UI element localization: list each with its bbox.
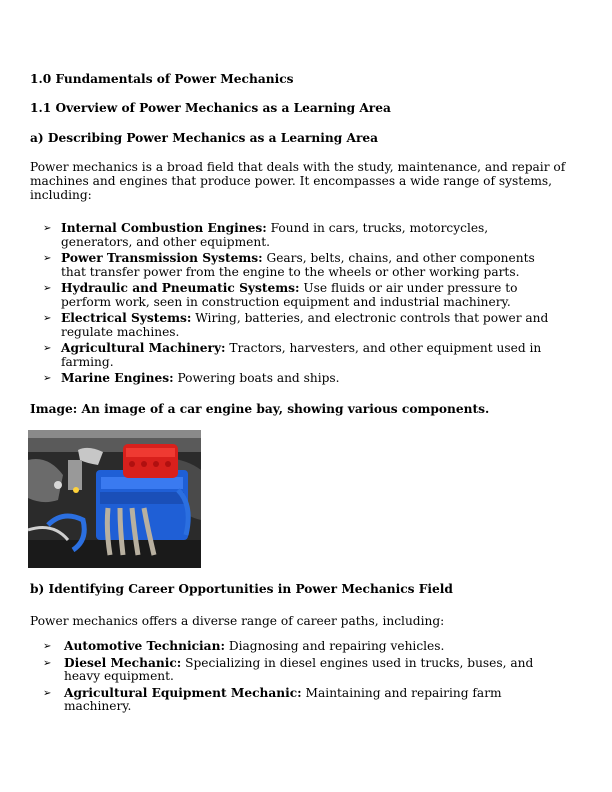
- list-item: [0, 252, 561, 279]
- careers-paragraph: Power mechanics offers a diverse range of career paths, including:: [30, 614, 445, 628]
- arrow-bullet-icon: ➢: [43, 373, 52, 384]
- list-item-term: Diesel Mechanic:: [64, 655, 182, 670]
- list-item-description: Specializing in diesel engines used in trucks, buses, and heavy equipment.: [64, 655, 534, 683]
- list-item: [0, 657, 564, 684]
- engine-bay-illustration: [28, 430, 201, 568]
- list-item-term: Agricultural Machinery:: [61, 341, 226, 355]
- image-caption: Image: An image of a car engine bay, showing various components.: [30, 402, 490, 416]
- careers-list: [0, 640, 600, 717]
- arrow-bullet-icon: ➢: [43, 343, 52, 354]
- arrow-bullet-icon: ➢: [43, 283, 52, 294]
- engine-bay-image: [28, 430, 201, 568]
- list-item: [0, 282, 561, 309]
- list-item-term: Hydraulic and Pneumatic Systems:: [61, 281, 300, 295]
- list-item: [0, 342, 561, 369]
- arrow-bullet-icon: ➢: [43, 687, 52, 699]
- heading-overview: 1.1 Overview of Power Mechanics as a Learning Area: [30, 101, 391, 115]
- list-item-term: Internal Combustion Engines:: [61, 221, 267, 235]
- list-item-description: Tractors, harvesters, and other equipment used in farming.: [61, 341, 542, 369]
- arrow-bullet-icon: ➢: [43, 253, 52, 264]
- list-item-description: Gears, belts, chains, and other components that transfer power from the engine to the wheels or other working parts.: [61, 251, 535, 279]
- list-item-term: Power Transmission Systems:: [61, 251, 263, 265]
- arrow-bullet-icon: ➢: [43, 657, 52, 669]
- list-item-description: Found in cars, trucks, motorcycles, generators, and other equipment.: [61, 221, 489, 249]
- heading-careers: b) Identifying Career Opportunities in Power Mechanics Field: [30, 582, 453, 596]
- list-item: [0, 372, 561, 386]
- list-item-description: Use fluids or air under pressure to perform work, seen in construction equipment and industrial machinery.: [61, 281, 518, 309]
- list-item-term: Agricultural Equipment Mechanic:: [64, 685, 302, 700]
- list-item-term: Marine Engines:: [61, 371, 174, 385]
- list-item-description: Diagnosing and repairing vehicles.: [224, 639, 445, 653]
- list-item: [0, 687, 564, 714]
- list-item: [0, 640, 564, 654]
- list-item-description: Powering boats and ships.: [173, 371, 340, 385]
- heading-describing: a) Describing Power Mechanics as a Learning Area: [30, 131, 379, 145]
- list-item-description: Maintaining and repairing farm machinery.: [64, 685, 502, 713]
- heading-fundamentals: 1.0 Fundamentals of Power Mechanics: [30, 72, 294, 86]
- list-item: [0, 222, 561, 249]
- intro-paragraph: Power mechanics is a broad field that deals with the study, maintenance, and repair of machines and engines that produce power. It encompasses a wide range of systems, including:: [30, 160, 566, 202]
- list-item-term: Automotive Technician:: [64, 639, 225, 653]
- systems-list: [0, 222, 600, 389]
- arrow-bullet-icon: ➢: [43, 223, 52, 234]
- list-item-term: Electrical Systems:: [61, 311, 192, 325]
- arrow-bullet-icon: ➢: [43, 641, 52, 652]
- list-item: [0, 312, 561, 339]
- list-item-description: Wiring, batteries, and electronic controls that power and regulate machines.: [61, 311, 549, 339]
- arrow-bullet-icon: ➢: [43, 313, 52, 324]
